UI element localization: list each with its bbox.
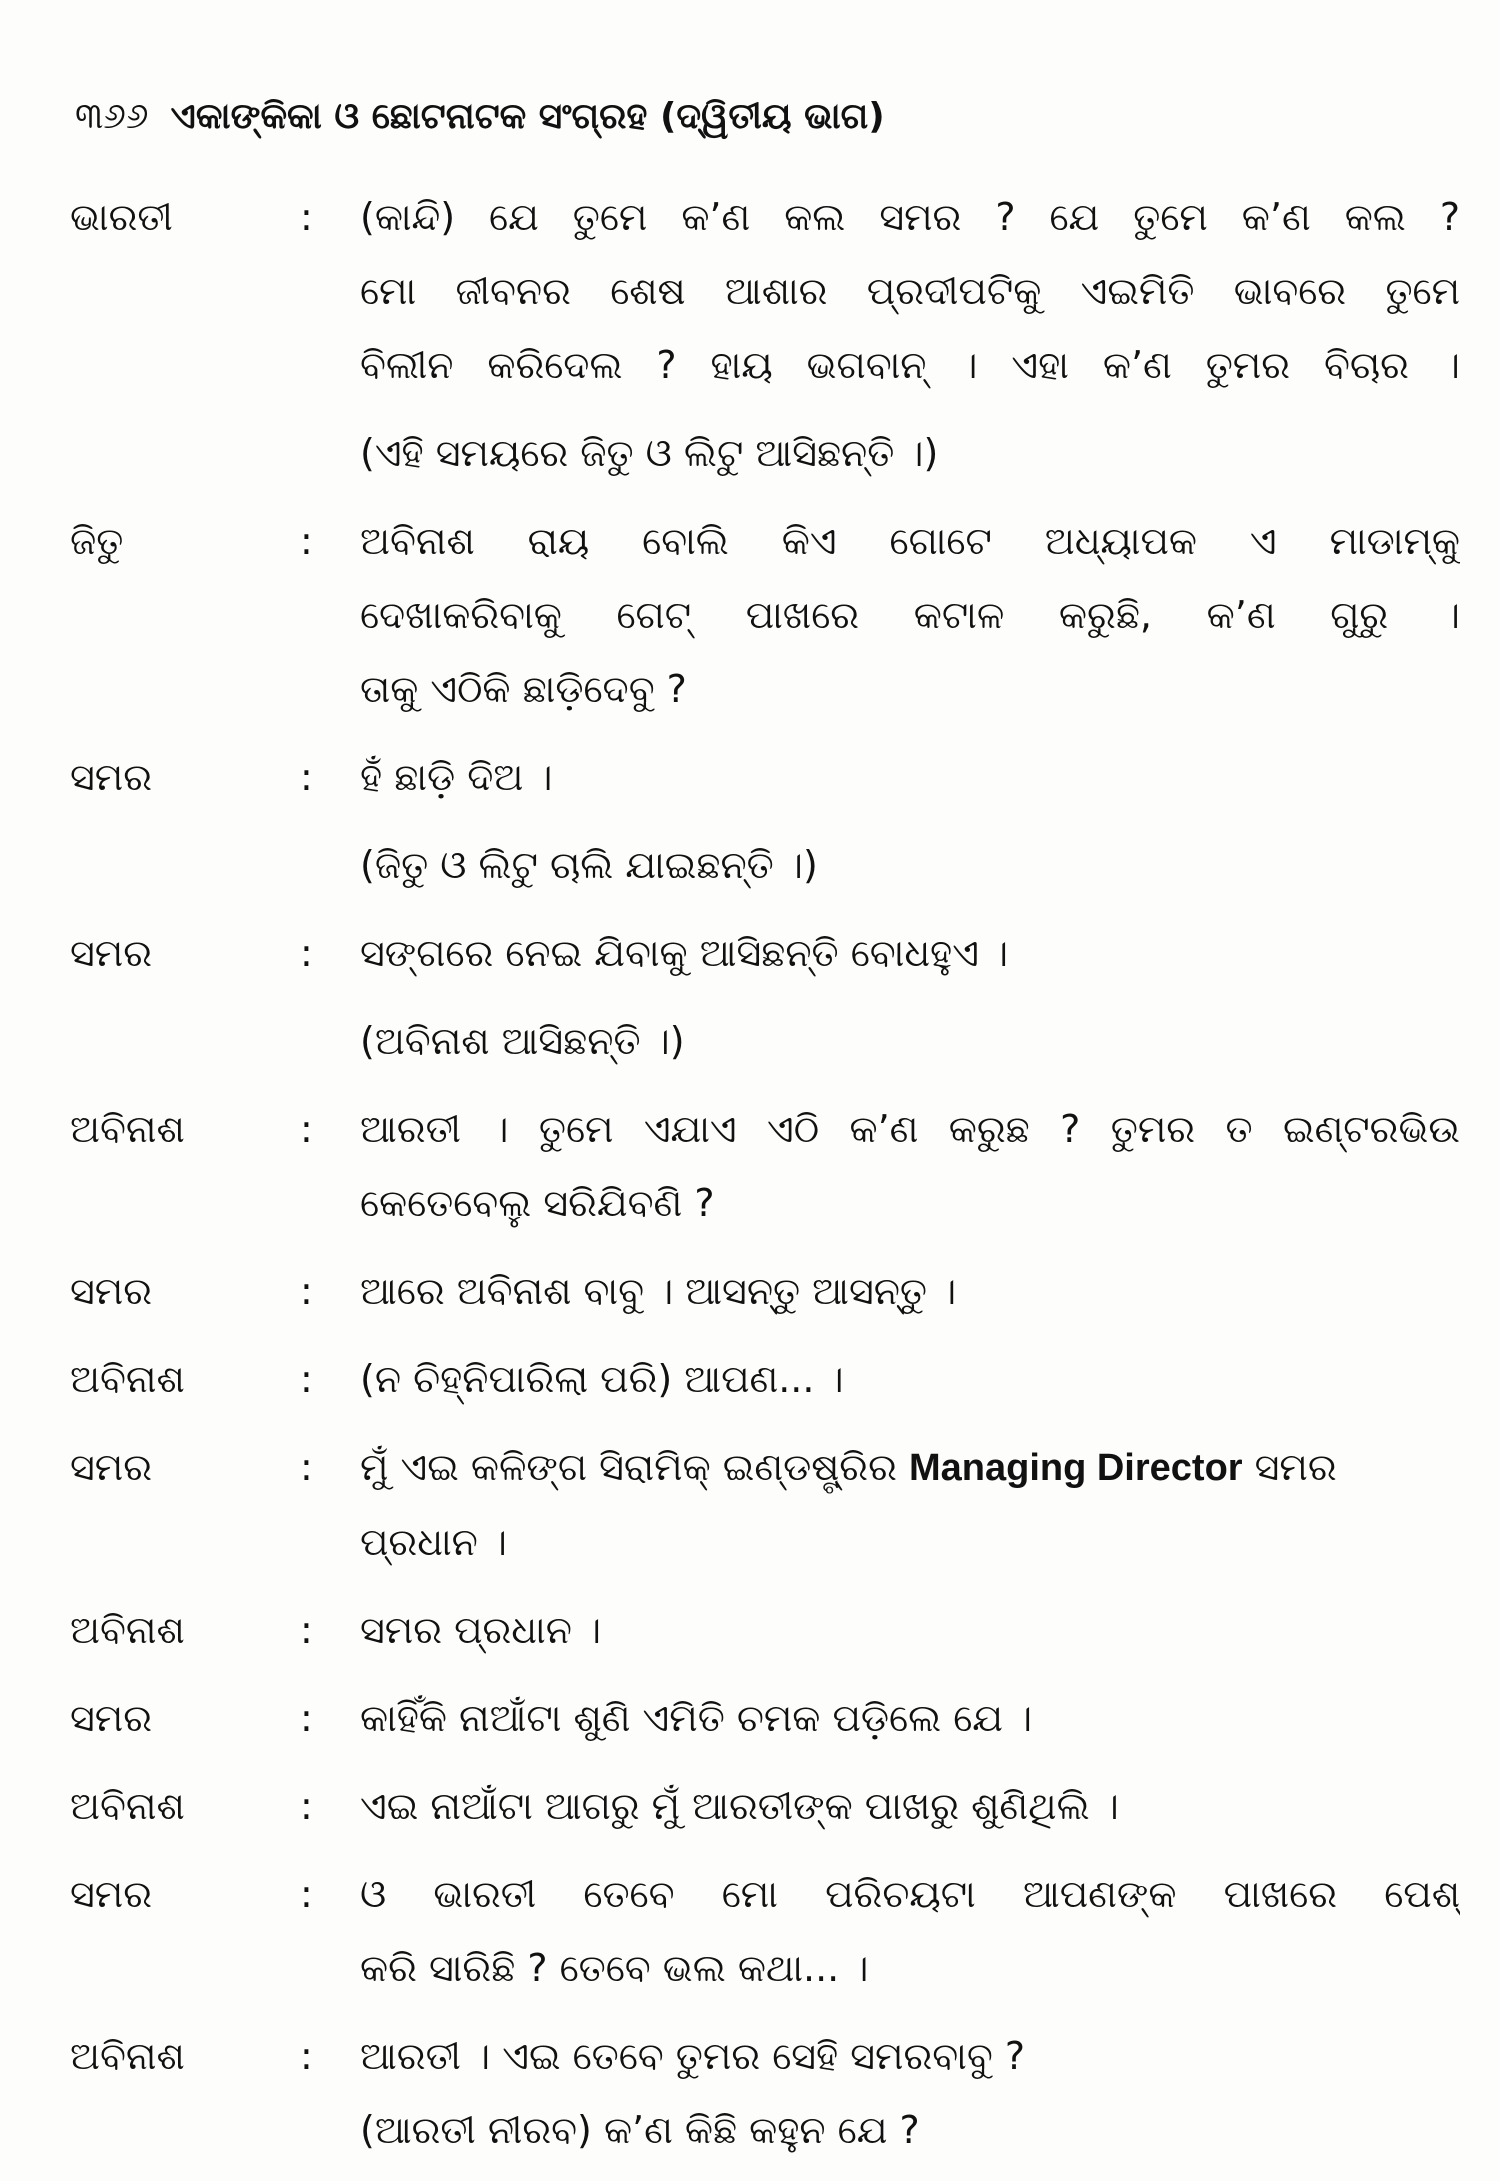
dialogue-body xyxy=(70,180,1470,2181)
speaker-separator: : xyxy=(300,1608,313,1652)
running-header xyxy=(75,96,1455,138)
speaker-name: ସମର xyxy=(70,931,153,975)
speech-fragment: ସମର xyxy=(1242,1445,1337,1489)
stage-line: (ଅବିନାଶ ଆସିଛନ୍ତି ।) xyxy=(360,1019,685,1063)
speaker-separator: : xyxy=(300,2034,313,2078)
speaker-name: ଅବିନାଶ xyxy=(70,1107,185,1151)
speech-line: କରି ସାରିଛି ? ତେବେ ଭଲ କଥା... । xyxy=(360,1946,869,1990)
speech-line: ଏଇ ନାଆଁଟା ଆଗରୁ ମୁଁ ଆରତୀଙ୍କ ପାଖରୁ ଶୁଣିଥିଲି । xyxy=(360,1784,1119,1828)
speech-text xyxy=(360,1769,1460,1843)
speech-line xyxy=(360,1430,1460,1505)
page-number: ୩୬୬ xyxy=(75,96,149,137)
speech-text xyxy=(360,1430,1460,1579)
speaker-name: ଭାରତୀ xyxy=(70,195,173,239)
dialogue-entry xyxy=(70,916,1470,990)
dialogue-entry xyxy=(70,504,1470,726)
speaker-separator: : xyxy=(300,1696,313,1740)
dialogue-entry xyxy=(70,180,1470,402)
speaker-separator: : xyxy=(300,755,313,799)
speech-line: ଓ ଭାରତୀ ତେବେ ମୋ ପରିଚୟଟା ଆପଣଙ୍କ ପାଖରେ ପେଶ୍ xyxy=(360,1872,1460,1916)
book-title: ଏକାଙ୍କିକା ଓ ଛୋଟନାଟକ ସଂଗ୍ରହ (ଦ୍ୱିତୀୟ ଭାଗ) xyxy=(170,96,885,137)
speaker-name: ଅବିନାଶ xyxy=(70,2034,185,2078)
speaker-separator: : xyxy=(300,931,313,975)
speaker-separator: : xyxy=(300,519,313,563)
speech-line: ଆରେ ଅବିନାଶ ବାବୁ । ଆସନ୍ତୁ ଆସନ୍ତୁ । xyxy=(360,1269,957,1313)
speech-line: ଆରତୀ । ଏଇ ତେବେ ତୁମର ସେହି ସମରବାବୁ ? xyxy=(360,2034,1025,2078)
speaker-separator: : xyxy=(300,1445,313,1489)
speech-fragment: ମୁଁ ଏଇ କଳିଙ୍ଗ ସିରାମିକ୍ ଇଣ୍ଡଷ୍ଟ୍ରିର xyxy=(360,1445,909,1489)
dialogue-entry xyxy=(70,740,1470,814)
speaker-name: ସମର xyxy=(70,755,153,799)
speech-text xyxy=(360,916,1460,990)
speech-line: ଆରତୀ । ତୁମେ ଏଯାଏ ଏଠି କ’ଣ କରୁଛ ? ତୁମର ତ ଇଣ୍ଟରଭିଉ xyxy=(360,1107,1460,1151)
speech-line: ସମର ପ୍ରଧାନ । xyxy=(360,1608,602,1652)
speech-text xyxy=(360,180,1460,402)
speech-line: ହଁ ଛାଡ଼ି ଦିଅ । xyxy=(360,755,553,799)
dialogue-entry xyxy=(70,1254,1470,1328)
speech-text xyxy=(360,1857,1460,2005)
dialogue-entry xyxy=(70,1430,1470,1579)
stage-line: (ଜିତୁ ଓ ଲିଟୁ ଚାଲି ଯାଇଛନ୍ତି ।) xyxy=(360,843,818,887)
speaker-separator: : xyxy=(300,1872,313,1916)
speaker-name: ଅବିନାଶ xyxy=(70,1608,185,1652)
speech-line: ତାକୁ ଏଠିକି ଛାଡ଼ିଦେବୁ ? xyxy=(360,667,687,711)
dialogue-entry xyxy=(70,1342,1470,1416)
speech-line: ଦେଖାକରିବାକୁ ଗେଟ୍ ପାଖରେ କଟାଳ କରୁଛି, କ’ଣ ଗୁରୁ । xyxy=(360,593,1460,637)
speaker-name: ସମର xyxy=(70,1445,153,1489)
speaker-separator: : xyxy=(300,1269,313,1313)
dialogue-entry xyxy=(70,1857,1470,2005)
job-title-latin: Managing Director xyxy=(908,1447,1243,1489)
speaker-separator: : xyxy=(300,1784,313,1828)
speaker-name: ଅବିନାଶ xyxy=(70,1784,185,1828)
speaker-name: ସମର xyxy=(70,1872,153,1916)
stage-direction xyxy=(360,416,1470,490)
dialogue-entry xyxy=(70,2019,1470,2167)
speaker-separator: : xyxy=(300,1107,313,1151)
speaker-name: ଅବିନାଶ xyxy=(70,1357,185,1401)
speech-text xyxy=(360,1593,1460,1667)
speaker-name: ସମର xyxy=(70,1696,153,1740)
speaker-separator: : xyxy=(300,195,313,239)
speech-line: ସଙ୍ଗରେ ନେଇ ଯିବାକୁ ଆସିଛନ୍ତି ବୋଧହୁଏ । xyxy=(360,931,1009,975)
speech-text xyxy=(360,2019,1460,2167)
speech-line: (ଆରତୀ ନୀରବ) କ’ଣ କିଛି କହୁନ ଯେ ? xyxy=(360,2108,920,2152)
speech-text xyxy=(360,1092,1460,1240)
dialogue-entry xyxy=(70,1681,1470,1755)
speech-text xyxy=(360,504,1460,726)
speaker-name: ଜିତୁ xyxy=(70,519,124,563)
speech-line: କାହିଁକି ନାଆଁଟା ଶୁଣି ଏମିତି ଚମକ ପଡ଼ିଲେ ଯେ । xyxy=(360,1696,1033,1740)
stage-direction xyxy=(360,1004,1470,1078)
speech-line: ଅବିନାଶ ରାୟ ବୋଲି କିଏ ଗୋଟେ ଅଧ୍ୟାପକ ଏ ମାଡାମ୍‌କୁ xyxy=(360,519,1460,563)
stage-line: (ଏହି ସମୟରେ ଜିତୁ ଓ ଲିଟୁ ଆସିଛନ୍ତି ।) xyxy=(360,431,939,475)
speech-text xyxy=(360,1681,1460,1755)
speaker-separator: : xyxy=(300,1357,313,1401)
speech-line: (କାନ୍ଦି) ଯେ ତୁମେ କ’ଣ କଲ ସମର ? ଯେ ତୁମେ କ’ଣ କଲ ? xyxy=(360,195,1460,239)
stage-direction xyxy=(360,828,1470,902)
speech-text xyxy=(360,1342,1460,1416)
speech-line: କେତେବେଲୁ ସରିଯିବଣି ? xyxy=(360,1181,715,1225)
dialogue-entry xyxy=(70,1092,1470,1240)
speech-line: ପ୍ରଧାନ । xyxy=(360,1520,507,1564)
dialogue-entry xyxy=(70,1769,1470,1843)
speech-text xyxy=(360,1254,1460,1328)
speech-line: ମୋ ଜୀବନର ଶେଷ ଆଶାର ପ୍ରଦୀପଟିକୁ ଏଇମିତି ଭାବରେ ତୁମେ xyxy=(360,269,1460,313)
speech-line: (ନ ଚିହ୍ନିପାରିଲା ପରି) ଆପଣ... । xyxy=(360,1357,844,1401)
speech-text xyxy=(360,740,1460,814)
speech-line: ବିଲୀନ କରିଦେଲ ? ହାୟ ଭଗବାନ୍ । ଏହା କ’ଣ ତୁମର ବିଚାର । xyxy=(360,343,1460,387)
speaker-name: ସମର xyxy=(70,1269,153,1313)
dialogue-entry xyxy=(70,1593,1470,1667)
